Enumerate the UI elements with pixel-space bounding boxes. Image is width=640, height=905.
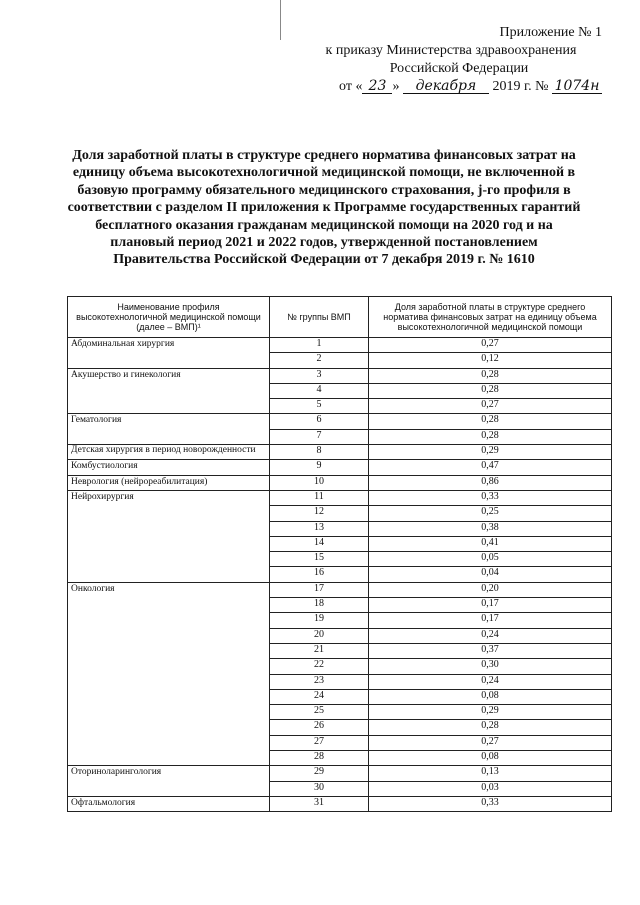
wage-share: 0,17 (369, 613, 612, 628)
profile-name: Нейрохирургия (68, 490, 270, 582)
group-number: 22 (270, 659, 369, 674)
table-body (68, 338, 612, 812)
table-row (68, 368, 612, 383)
wage-share: 0,28 (369, 368, 612, 383)
wage-share: 0,28 (369, 720, 612, 735)
group-number: 31 (270, 796, 369, 811)
group-number: 2 (270, 353, 369, 368)
wage-share: 0,27 (369, 399, 612, 414)
profile-name: Детская хирургия в период новорожденности (68, 445, 270, 460)
wage-share: 0,47 (369, 460, 612, 475)
wage-share: 0,25 (369, 506, 612, 521)
profile-name: Абдоминальная хирургия (68, 338, 270, 369)
group-number: 30 (270, 781, 369, 796)
wage-share: 0,08 (369, 689, 612, 704)
table-row (68, 475, 612, 490)
appendix-number: Приложение № 1 (499, 25, 602, 40)
profile-name: Комбустиология (68, 460, 270, 475)
wage-share: 0,04 (369, 567, 612, 582)
group-number: 17 (270, 582, 369, 597)
wage-share: 0,41 (369, 536, 612, 551)
header-group: № группы ВМП (270, 297, 369, 338)
group-number: 29 (270, 766, 369, 781)
wage-share: 0,20 (369, 582, 612, 597)
group-number: 15 (270, 552, 369, 567)
table-row (68, 414, 612, 429)
group-number: 6 (270, 414, 369, 429)
handwritten-order-number: 1074н (552, 79, 602, 94)
wage-share: 0,29 (369, 705, 612, 720)
handwritten-day: 23 (362, 79, 392, 94)
header-profile: Наименование профиля высокотехнологичной медицинской помощи (далее – ВМП)¹ (68, 297, 270, 338)
group-number: 19 (270, 613, 369, 628)
profile-name: Оториноларингология (68, 766, 270, 797)
profile-name: Неврология (нейрореабилитация) (68, 475, 270, 490)
group-number: 11 (270, 490, 369, 505)
profile-name: Онкология (68, 582, 270, 766)
wage-share: 0,03 (369, 781, 612, 796)
year-text: 2019 г. № (492, 79, 549, 94)
wage-share: 0,17 (369, 598, 612, 613)
table-row (68, 460, 612, 475)
ministry-country: Российской Федерации (389, 61, 529, 76)
wage-share: 0,27 (369, 735, 612, 750)
document-title: Доля заработной платы в структуре среднего норматива финансовых затрат на единицу объема высокотехнологичной медицинской помощи, не включенной в базовую программу обязательного медицинского страхования, j-го профиля в соответствии с разделом II приложения к Программе государственных гарантий бесплатного оказания гражданам медицинской помощи на 2020 год и на плановый период 2021 и 2022 годов, утвержденной постановлением Правительства Российской Федерации от 7 декабря 2019 г. № 1610 (67, 148, 581, 268)
group-number: 9 (270, 460, 369, 475)
header-share: Доля заработной платы в структуре среднего норматива финансовых затрат на единицу объема высокотехнологичной медицинской помощи (369, 297, 612, 338)
wage-share: 0,08 (369, 751, 612, 766)
group-number: 21 (270, 643, 369, 658)
wage-share: 0,38 (369, 521, 612, 536)
wage-share: 0,30 (369, 659, 612, 674)
profile-name: Акушерство и гинекология (68, 368, 270, 414)
group-number: 27 (270, 735, 369, 750)
profile-name: Офтальмология (68, 796, 270, 811)
group-number: 14 (270, 536, 369, 551)
wage-share: 0,28 (369, 414, 612, 429)
group-number: 8 (270, 445, 369, 460)
order-date-line (282, 78, 602, 96)
profile-name: Гематология (68, 414, 270, 445)
group-number: 12 (270, 506, 369, 521)
table-row (68, 338, 612, 353)
handwritten-month: декабря (403, 79, 489, 94)
group-number: 26 (270, 720, 369, 735)
group-number: 3 (270, 368, 369, 383)
group-number: 16 (270, 567, 369, 582)
wage-share: 0,13 (369, 766, 612, 781)
date-mid: » (392, 79, 400, 94)
table-header-row (68, 297, 612, 338)
table-row (68, 490, 612, 505)
wage-share: 0,24 (369, 674, 612, 689)
wage-share: 0,12 (369, 353, 612, 368)
group-number: 18 (270, 598, 369, 613)
wage-share: 0,27 (369, 338, 612, 353)
appendix-header (282, 24, 602, 96)
wage-share-table (67, 296, 612, 812)
wage-share: 0,33 (369, 490, 612, 505)
table-row (68, 796, 612, 811)
group-number: 1 (270, 338, 369, 353)
group-number: 7 (270, 429, 369, 444)
group-number: 5 (270, 399, 369, 414)
group-number: 20 (270, 628, 369, 643)
wage-share: 0,24 (369, 628, 612, 643)
binding-mark (280, 0, 281, 40)
wage-share: 0,28 (369, 383, 612, 398)
order-reference: к приказу Министерства здравоохранения (325, 43, 577, 58)
wage-share: 0,05 (369, 552, 612, 567)
wage-share: 0,28 (369, 429, 612, 444)
table-row (68, 445, 612, 460)
table-row (68, 582, 612, 597)
group-number: 4 (270, 383, 369, 398)
wage-share: 0,37 (369, 643, 612, 658)
group-number: 24 (270, 689, 369, 704)
wage-share: 0,33 (369, 796, 612, 811)
wage-share: 0,29 (369, 445, 612, 460)
date-prefix: от « (339, 79, 363, 94)
table-row (68, 766, 612, 781)
group-number: 25 (270, 705, 369, 720)
wage-share: 0,86 (369, 475, 612, 490)
group-number: 23 (270, 674, 369, 689)
group-number: 13 (270, 521, 369, 536)
group-number: 10 (270, 475, 369, 490)
group-number: 28 (270, 751, 369, 766)
